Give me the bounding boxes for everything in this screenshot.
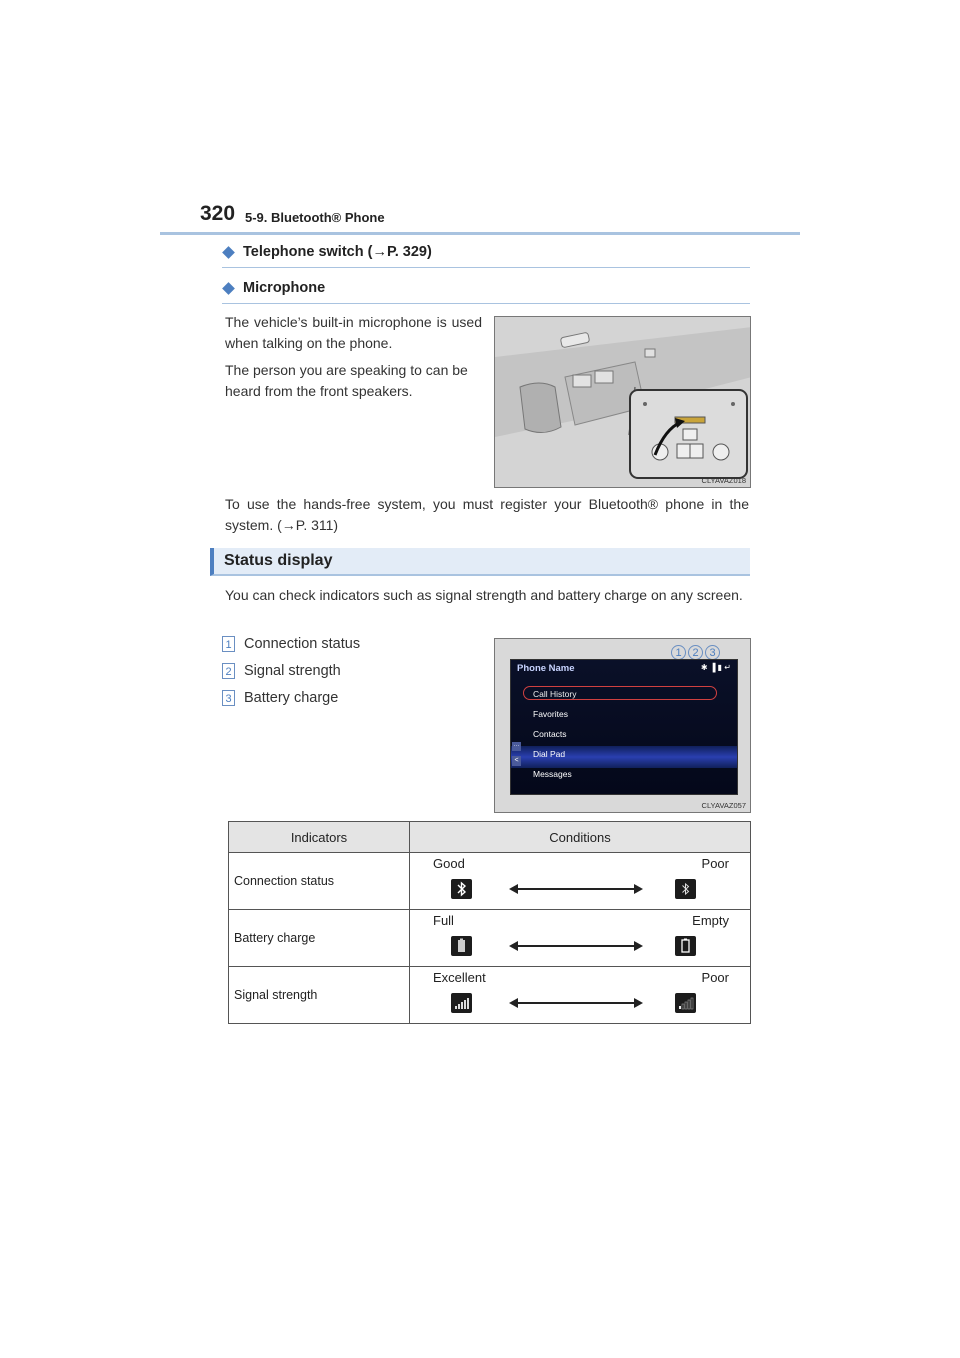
callout-number: 3 <box>705 645 720 660</box>
bluetooth-strong-icon <box>451 879 472 899</box>
register-note: To use the hands-free system, you must register your Bluetooth® phone in the system. (→P. 311) <box>225 496 749 533</box>
condition-left: Excellent <box>433 970 486 985</box>
section-rule <box>222 303 750 304</box>
table-header: Conditions <box>410 822 751 853</box>
legend-label: Battery charge <box>244 690 339 706</box>
telephone-switch-section <box>222 244 750 268</box>
microphone-para-1: The vehicle’s built-in microphone is used when talking on the phone. <box>225 314 482 351</box>
callout-number: 1 <box>671 645 686 660</box>
legend-item-connection <box>222 636 360 652</box>
figure-code: CLYAVAZ057 <box>701 801 746 810</box>
table-row <box>229 853 751 910</box>
condition-right: Poor <box>701 856 729 871</box>
menu-item: Dial Pad <box>533 749 566 759</box>
back-chevron-icon: < <box>512 756 521 766</box>
callout-number: 2 <box>222 663 235 679</box>
section-title: 5-9. Bluetooth® Phone <box>245 210 385 225</box>
signal-excellent-icon <box>451 993 472 1013</box>
callout-number: 3 <box>222 690 235 706</box>
legend-item-battery <box>222 690 338 706</box>
screen-display <box>510 659 738 795</box>
status-display-title: Status display <box>224 552 333 569</box>
menu-item: Call History <box>533 689 577 699</box>
indicator-label: Connection status <box>229 853 410 910</box>
menu-more-icon: ··· <box>513 743 520 749</box>
legend-label: Connection status <box>244 636 361 652</box>
microphone-section <box>222 280 750 304</box>
condition-right: Empty <box>692 913 729 928</box>
page-number: 320 <box>200 202 236 225</box>
microphone-heading: Microphone <box>243 280 326 296</box>
microphone-figure <box>494 316 751 488</box>
callout-number: 2 <box>688 645 703 660</box>
condition-left: Good <box>433 856 465 871</box>
indicator-label: Battery charge <box>229 910 410 967</box>
condition-left: Full <box>433 913 454 928</box>
legend-item-signal <box>222 663 341 679</box>
battery-empty-icon <box>675 936 696 956</box>
header-rule <box>160 232 800 235</box>
table-row <box>229 910 751 967</box>
range-arrow <box>511 1002 641 1004</box>
indicator-label: Signal strength <box>229 967 410 1024</box>
phone-screen-figure <box>494 638 751 813</box>
bluetooth-weak-icon <box>675 879 696 899</box>
legend-label: Signal strength <box>244 663 341 679</box>
condition-right: Poor <box>701 970 729 985</box>
callout-number: 1 <box>222 636 235 652</box>
figure-code: CLYAVAZ018 <box>701 476 746 485</box>
telephone-switch-heading: Telephone switch (→P. 329) <box>243 244 432 260</box>
section-rule <box>222 267 750 268</box>
table-header: Indicators <box>229 822 410 853</box>
status-display-header <box>210 548 750 576</box>
diamond-bullet-icon <box>222 282 235 295</box>
signal-poor-icon <box>675 993 696 1013</box>
indicators-table <box>228 821 751 1024</box>
menu-item: Messages <box>533 769 572 779</box>
range-arrow <box>511 888 641 890</box>
menu-item: Favorites <box>533 709 568 719</box>
battery-full-icon <box>451 936 472 956</box>
table-row <box>229 967 751 1024</box>
screen-callouts <box>671 645 720 660</box>
status-icons: ✱ ▐ ▮ ↵ <box>700 663 731 672</box>
table-header-row <box>229 822 751 853</box>
range-arrow <box>511 945 641 947</box>
diamond-bullet-icon <box>222 246 235 259</box>
status-display-intro: You can check indicators such as signal strength and battery charge on any screen. <box>225 587 743 603</box>
microphone-para-2: The person you are speaking to can be heard from the front speakers. <box>225 362 468 399</box>
menu-item: Contacts <box>533 729 567 739</box>
screen-title: Phone Name <box>517 663 575 674</box>
overhead-console-illustration <box>495 317 751 488</box>
